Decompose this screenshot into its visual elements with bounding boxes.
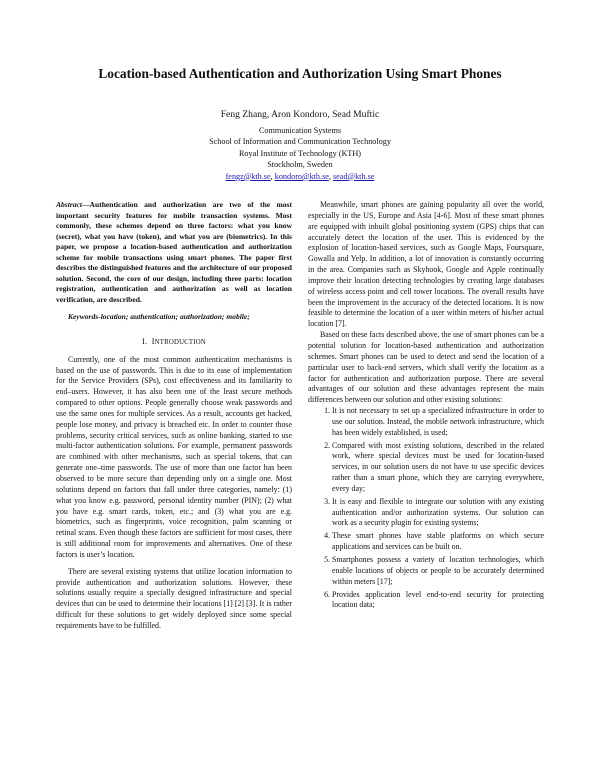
section-title-initial: I: [151, 336, 155, 346]
affiliation-block: [40, 125, 560, 182]
advantage-item: 4. These smart phones have stable platforms on which secure applications and services can be built on.: [332, 531, 544, 553]
intro-paragraph-1: Currently, one of the most common authentication mechanisms is based on the use of passwords. This is due to its ease of implementation for the Service Providers (SPs), cost effectiveness and its familiarity to end–users. However, it has also been one of the least secure methods compared to other options. People generally choose weak passwords and use the same ones for multiple services. As a result, accounts get hacked, people lose money, and privacy is breached etc. In order to counter those problems, security critical services, such as online banking, started to use multi-factor authentication solutions. For example, permanent passwords are combined with other mechanisms, such as special tokens, that can generate one–time passwords. The use of more than one factor has been observed to be more secure than depending only on a single one. Most solutions depend on factors that fall under three categories, namely: (1) what you know e.g. password, personal identity number (PIN); (2) what you have e.g. smart cards, token, etc.; and (3) what you are e.g. biometrics, such as fingerprints, voice recognition, palm scanning or retinal scans. Even though these factors are sufficient for most cases, there is still additional room for improvements and alternatives. One of these factors is user’s location.: [56, 354, 292, 559]
abstract: [56, 200, 292, 305]
right-column: [308, 200, 544, 613]
advantage-item: 2. Compared with most existing solutions, described in the related work, where special devices must be used for location-based services, in our solution users do not have to use specific devices rather than a smart phone, which they are carrying everywhere, every day;: [332, 441, 544, 495]
left-column: [56, 200, 292, 632]
abstract-text: —Authentication and authorization are two of the most important security features for mobile transaction systems. Most commonly, these schemes depend on three factors: what you know (secret), what you have (token), and what you are (biometrics). In this paper, we propose a location-based authentication and authorization scheme for mobile transactions using smart phones. The paper first describes the distinguished features and the architecture of our proposed solution. Second, the core of our design, including three parts: location registration, authentication and authorization as well as location verification, are described.: [56, 200, 292, 304]
email-link-muftic[interactable]: sead@kth.se: [333, 171, 375, 181]
paper-title: Location-based Authentication and Authorization Using Smart Phones: [98, 66, 502, 81]
advantage-item: 1. It is not necessary to set up a specialized infrastructure in order to use our solution. Instead, the mobile network infrastructure, which has been widely established, is used;: [332, 406, 544, 439]
affiliation-city: Stockholm, Sweden: [267, 160, 333, 170]
keywords: Keywords-location; authentication; authorization; mobile;: [68, 312, 250, 321]
email-link-kondoro[interactable]: kondoro@kth.se: [274, 171, 329, 181]
advantage-item: 5. Smartphones possess a variety of location technologies, which enable locations of objects or people to be accurately determined within meters [17];: [332, 555, 544, 588]
intro-paragraph-4: Based on these facts described above, the use of smart phones can be a potential solution for location-based authentication and authorization schemes. Smart phones can be used to detect and send the location of a particular user to back-end servers, which shall verify the location as a factor for authentication and authorization purpose. There are several advantages of our solution and these advantages represent the main differences between our solution and other existing solutions:: [308, 330, 544, 405]
intro-paragraph-3: Meanwhile, smart phones are gaining popularity all over the world, especially in the US, Europe and Asia [4-6]. Most of these smart phones are equipped with inbuilt global positioning system (GPS) chips that can accurately detect the location of the user. This is evidenced by the explosion of location-based services, such as Google Maps, Foursquare, Gowalla and Yelp. In addition, a lot of innovation is constantly occurring in the area. Companies such as Skyhook, Google and Apple continually improve their location detecting technologies by creating large databases of wireless access point and cell tower locations. The overall results have been the improvement in the accuracy of the detected locations. It is now feasible to determine the location of a user within meters of his/her actual location [7].: [308, 200, 544, 329]
affiliation-school: School of Information and Communication Technology: [209, 137, 391, 147]
affiliation-institute: Royal Institute of Technology (KTH): [238, 148, 362, 158]
advantages-list: [308, 406, 544, 611]
section-title-rest: NTRODUCTION: [154, 338, 206, 346]
advantage-item: 3. It is easy and flexible to integrate our solution with any existing authentication and/or authorization systems. Our solution can work as a security plugin for existing systems;: [332, 497, 544, 530]
author-list: Feng Zhang, Aron Kondoro, Sead Muftic: [220, 109, 380, 120]
email-line: fengz@kth.se, kondoro@kth.se, sead@kth.se: [225, 171, 375, 181]
email-link-zhang[interactable]: fengz@kth.se: [225, 171, 271, 181]
abstract-lead: Abstract: [56, 200, 82, 209]
intro-paragraph-2: There are several existing systems that utilize location information to provide authentication and authorization solutions. However, these solutions usually require a specially designed infrastructure and special devices that can be used to determine their locations [1] [2] [3]. It is rather difficult for these solutions to get widely deployed since some special requirements have to be fulfilled.: [56, 566, 292, 630]
affiliation-department: Communication Systems: [258, 126, 342, 135]
advantage-item: 6. Provides application level end-to-end security for protecting location data;: [332, 590, 544, 612]
section-heading-introduction: [56, 337, 292, 349]
section-number: I.: [142, 336, 148, 346]
